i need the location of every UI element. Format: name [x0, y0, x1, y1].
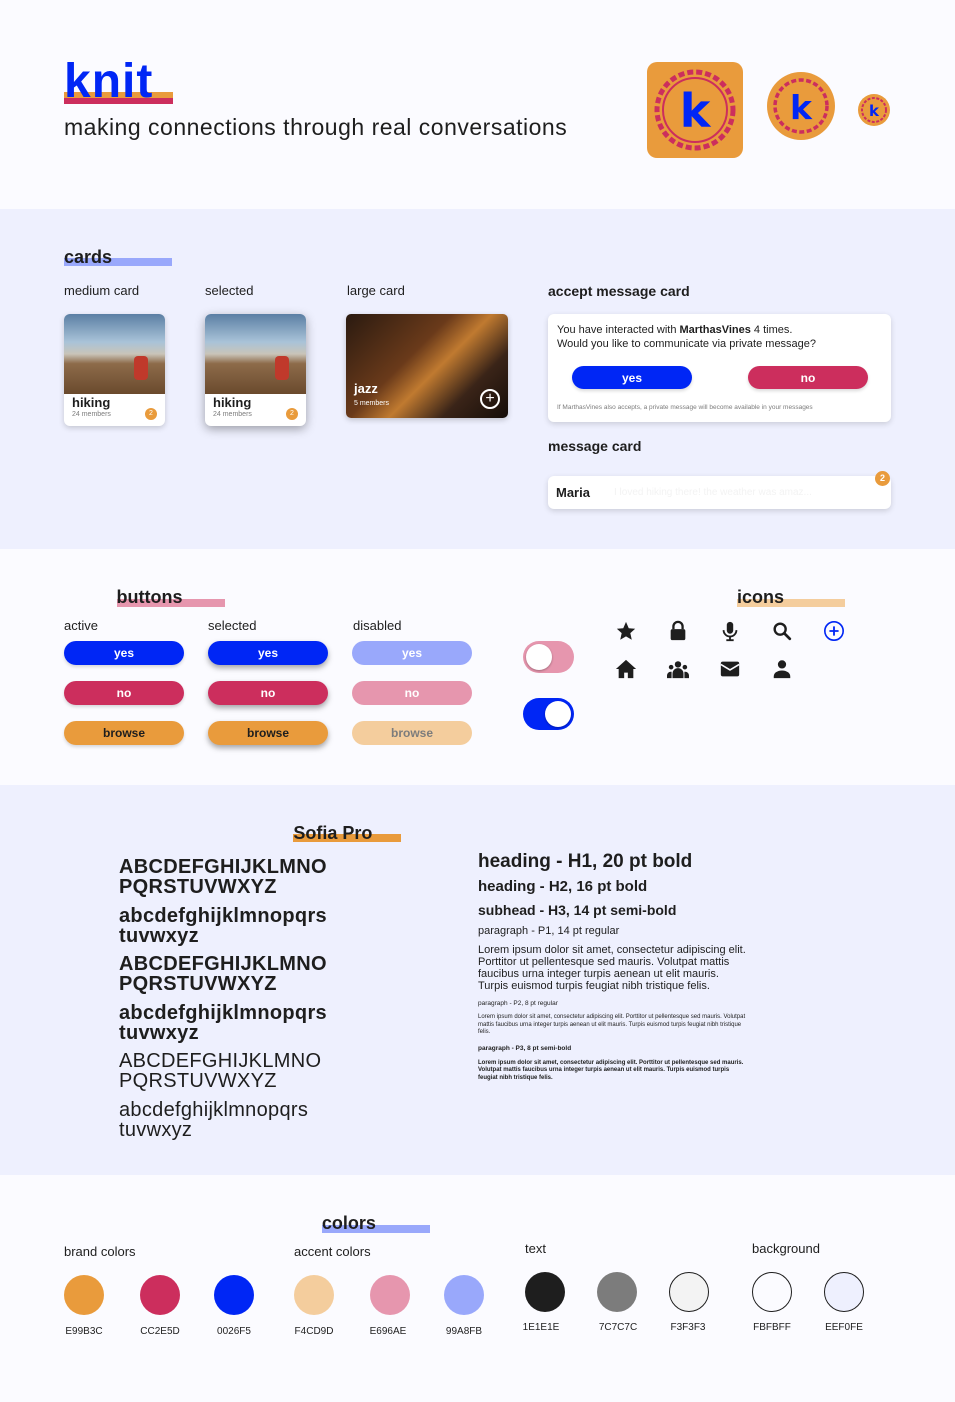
swatch-accent-peach — [294, 1275, 334, 1315]
message-card[interactable] — [548, 476, 891, 509]
card-members: 24 members — [72, 411, 111, 418]
type-scale — [478, 850, 748, 1082]
medium-card-label: medium card — [64, 283, 140, 298]
swatch-code: CC2E5D — [140, 1326, 180, 1337]
p1-label: paragraph - P1, 14 pt regular — [478, 925, 620, 937]
large-card[interactable] — [346, 314, 508, 418]
specimen-upper-semibold-1: ABCDEFGHIJKLMNO — [119, 953, 327, 975]
tagline: making connections through real conversations — [64, 114, 568, 140]
selected-card[interactable] — [205, 314, 306, 426]
swatch-accent-pink — [370, 1275, 410, 1315]
add-icon[interactable]: + — [480, 389, 500, 409]
accept-yes-button[interactable]: yes — [572, 366, 692, 389]
text-colors-label: text — [525, 1241, 546, 1256]
swatch-code: 99A8FB — [445, 1326, 483, 1337]
large-card-label: large card — [347, 283, 405, 298]
card-photo — [205, 314, 306, 394]
lock-icon[interactable] — [667, 620, 689, 642]
swatch-bg-lavender — [824, 1272, 864, 1312]
font-title: Sofia Pro — [293, 823, 372, 844]
swatch-brand-orange — [64, 1275, 104, 1315]
card-photo — [64, 314, 165, 394]
logo-medium — [767, 72, 835, 140]
accept-message-text: You have interacted with MarthasVines 4 times. Would you like to communicate via private message? — [557, 324, 817, 350]
specimen-upper-regular-2: PQRSTUVWXYZ — [119, 1070, 277, 1092]
toggle-off[interactable] — [523, 641, 574, 673]
no-button-disabled: no — [352, 681, 472, 705]
star-icon[interactable] — [615, 620, 637, 642]
accept-no-button[interactable]: no — [748, 366, 868, 389]
logo-small — [858, 94, 890, 126]
specimen-lower-regular-1: abcdefghijklmnopqrs — [119, 1099, 309, 1121]
specimen-lower-semibold-2: tuvwxyz — [119, 1022, 199, 1044]
svg-text:k: k — [790, 88, 812, 127]
card-name: hiking — [72, 395, 111, 410]
p3-label: paragraph - P3, 8 pt semi-bold — [478, 1044, 572, 1052]
swatch-text-gray — [597, 1272, 637, 1312]
specimen-upper-regular-1: ABCDEFGHIJKLMNO — [119, 1050, 322, 1072]
specimen-upper-bold-2: PQRSTUVWXYZ — [119, 876, 277, 898]
swatch-text-light — [669, 1272, 709, 1312]
swatch-code: EEF0FE — [825, 1322, 863, 1333]
yes-button-selected[interactable]: yes — [208, 641, 328, 665]
swatch-code: 0026F5 — [217, 1326, 251, 1337]
card-members: 24 members — [213, 411, 252, 418]
message-badge: 2 — [875, 471, 890, 486]
specimen-lower-regular-2: tuvwxyz — [119, 1119, 193, 1141]
svg-text:k: k — [869, 102, 879, 120]
accept-user: MarthasVines — [679, 324, 751, 336]
browse-button-disabled: browse — [352, 721, 472, 745]
swatch-text-black — [525, 1272, 565, 1312]
medium-card[interactable] — [64, 314, 165, 426]
h3-sample: subhead - H3, 14 pt semi-bold — [478, 902, 677, 918]
mail-icon[interactable] — [719, 658, 741, 680]
yes-button-active[interactable]: yes — [64, 641, 184, 665]
icons-title: icons — [737, 587, 784, 608]
browse-button-selected[interactable]: browse — [208, 721, 328, 745]
person-icon[interactable] — [771, 658, 793, 680]
font-specimen — [119, 857, 459, 1140]
message-sender: Maria — [556, 485, 590, 500]
accept-message-card — [548, 314, 891, 422]
brand-colors-label: brand colors — [64, 1244, 136, 1259]
brand-name: knit — [64, 55, 154, 108]
swatch-code: 1E1E1E — [522, 1322, 560, 1333]
plus-circle-icon[interactable] — [823, 620, 845, 642]
swatch-code: F3F3F3 — [670, 1322, 706, 1333]
p1-sample: Lorem ipsum dolor sit amet, consectetur adipiscing elit. Porttitor ut pellentesque sed mauris. Volutpat mattis faucibus urna integer turpis aenean ut elit mauris. Turpis euismod turpis feugiat nibh tristique felis. — [478, 944, 746, 992]
colors-title: colors — [322, 1213, 376, 1234]
card-name: jazz — [354, 381, 378, 396]
home-icon[interactable] — [615, 658, 637, 680]
swatch-code: FBFBFF — [753, 1322, 791, 1333]
card-badge: 2 — [145, 408, 157, 420]
card-members: 5 members — [354, 400, 390, 407]
disabled-label: disabled — [353, 618, 402, 633]
h2-sample: heading - H2, 16 pt bold — [478, 878, 648, 895]
p3-sample: Lorem ipsum dolor sit amet, consectetur adipiscing elit. Porttitor ut pellentesque sed mauris. Volutpat mattis faucibus urna integer turpis aenean ut elit mauris. Turpis euismod turpis feugiat nibh tristique felis. — [478, 1059, 744, 1081]
specimen-upper-semibold-2: PQRSTUVWXYZ — [119, 973, 277, 995]
card-name: hiking — [213, 395, 252, 410]
no-button-selected[interactable]: no — [208, 681, 328, 705]
message-preview: I loved hiking there! the weather was amaz... — [614, 487, 812, 498]
p2-label: paragraph - P2, 8 pt regular — [478, 1000, 558, 1007]
h1-sample: heading - H1, 20 pt bold — [478, 851, 693, 872]
swatch-code: F4CD9D — [294, 1326, 334, 1337]
accept-note: If MarthasVines also accepts, a private message will become available in your messages — [557, 404, 813, 411]
brand-wordmark — [64, 55, 154, 108]
browse-button-active[interactable]: browse — [64, 721, 184, 745]
logo-large — [647, 62, 743, 158]
swatch-bg-white — [752, 1272, 792, 1312]
cards-title: cards — [64, 247, 112, 268]
p2-sample: Lorem ipsum dolor sit amet, consectetur adipiscing elit. Porttitor ut pellentesque sed mauris. Volutpat mattis faucibus urna integer turpis aenean ut elit mauris. Turpis euismod turpis feugiat nibh tristique felis. — [478, 1014, 746, 1035]
swatch-code: 7C7C7C — [598, 1322, 638, 1333]
message-card-title: message card — [548, 438, 642, 454]
accept-card-title: accept message card — [548, 283, 690, 299]
buttons-title: buttons — [117, 587, 183, 608]
specimen-lower-bold-1: abcdefghijklmnopqrs — [119, 905, 327, 927]
swatch-brand-blue — [214, 1275, 254, 1315]
card-badge: 2 — [286, 408, 298, 420]
swatch-code: E696AE — [369, 1326, 407, 1337]
yes-button-disabled: yes — [352, 641, 472, 665]
active-label: active — [64, 618, 98, 633]
specimen-upper-bold-1: ABCDEFGHIJKLMNO — [119, 856, 327, 878]
toggle-on[interactable] — [523, 698, 574, 730]
specimen-lower-bold-2: tuvwxyz — [119, 925, 199, 947]
no-button-active[interactable]: no — [64, 681, 184, 705]
swatch-accent-lavender — [444, 1275, 484, 1315]
specimen-lower-semibold-1: abcdefghijklmnopqrs — [119, 1002, 327, 1024]
selected-label: selected — [208, 618, 257, 633]
background-colors-label: background — [752, 1241, 820, 1256]
accent-colors-label: accent colors — [294, 1244, 371, 1259]
search-icon[interactable] — [771, 620, 793, 642]
selected-card-label: selected — [205, 283, 254, 298]
svg-text:k: k — [679, 84, 711, 138]
group-icon[interactable] — [667, 658, 689, 680]
microphone-icon[interactable] — [719, 620, 741, 642]
swatch-code: E99B3C — [65, 1326, 103, 1337]
swatch-brand-red — [140, 1275, 180, 1315]
